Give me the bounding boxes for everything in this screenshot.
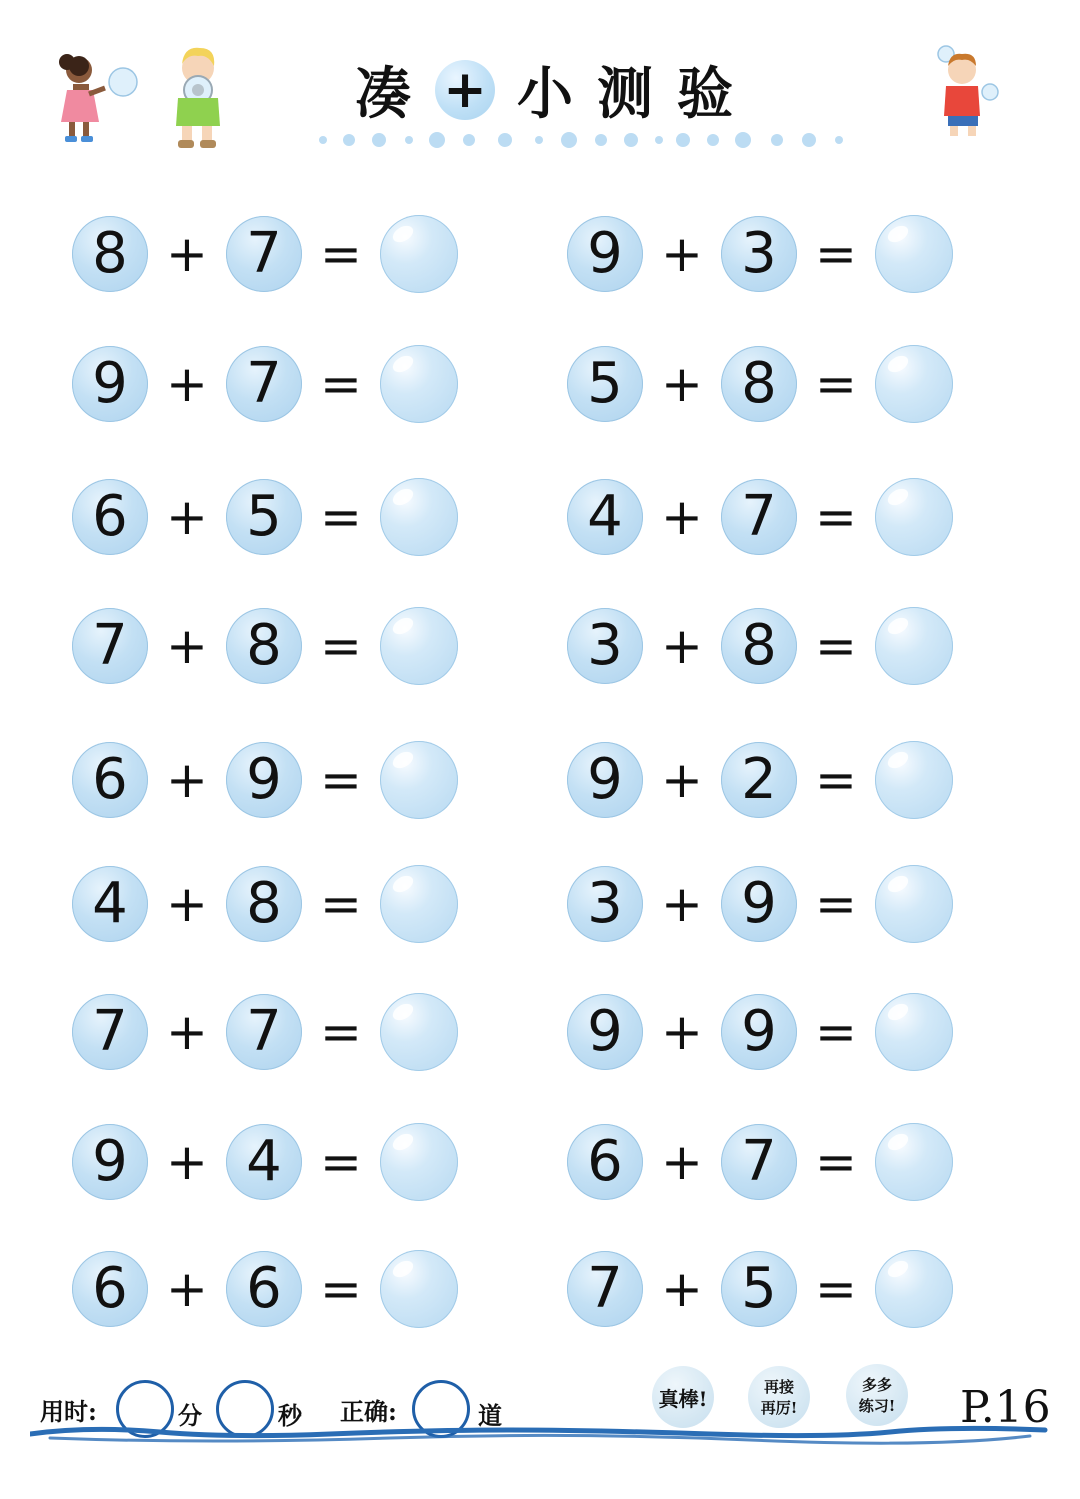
answer-bubble[interactable] <box>380 215 458 293</box>
addend-a-bubble: 9 <box>72 346 148 422</box>
addend-a-bubble: 7 <box>567 1251 643 1327</box>
equals-sign: = <box>815 488 857 546</box>
plus-sign: + <box>661 355 703 413</box>
plus-sign: + <box>166 617 208 675</box>
plus-sign: + <box>661 1133 703 1191</box>
answer-bubble[interactable] <box>875 478 953 556</box>
addend-a-bubble: 5 <box>567 346 643 422</box>
addend-b-bubble: 9 <box>721 866 797 942</box>
plus-sign: + <box>166 751 208 809</box>
equals-sign: = <box>320 355 362 413</box>
equals-sign: = <box>815 225 857 283</box>
seconds-unit: 秒 <box>278 1401 302 1430</box>
equals-sign: = <box>320 1260 362 1318</box>
addend-a-bubble: 6 <box>72 742 148 818</box>
equals-sign: = <box>815 1003 857 1061</box>
answer-bubble[interactable] <box>380 865 458 943</box>
answer-bubble[interactable] <box>380 993 458 1071</box>
addend-b-bubble: 7 <box>721 479 797 555</box>
addend-b-bubble: 9 <box>721 994 797 1070</box>
plus-sign: + <box>661 751 703 809</box>
praise-keep-going-line2: 再厉! <box>760 1399 798 1417</box>
equals-sign: = <box>815 875 857 933</box>
addend-b-bubble: 7 <box>226 216 302 292</box>
plus-sign: + <box>661 488 703 546</box>
equals-sign: = <box>320 751 362 809</box>
plus-sign: + <box>166 1003 208 1061</box>
answer-bubble[interactable] <box>380 741 458 819</box>
problem-row <box>72 344 458 424</box>
addend-b-bubble: 8 <box>721 346 797 422</box>
equals-sign: = <box>815 355 857 413</box>
addend-a-bubble: 4 <box>567 479 643 555</box>
equals-sign: = <box>815 1260 857 1318</box>
addend-a-bubble: 3 <box>567 866 643 942</box>
title-char-4: 验 <box>677 62 735 127</box>
answer-bubble[interactable] <box>875 607 953 685</box>
addend-a-bubble: 7 <box>72 994 148 1070</box>
addend-b-bubble: 7 <box>721 1124 797 1200</box>
problem-row <box>72 477 458 557</box>
title-char-2: 小 <box>517 62 575 127</box>
minutes-unit: 分 <box>178 1401 202 1430</box>
praise-keep-going-line1: 再接 <box>763 1378 794 1396</box>
addend-a-bubble: 9 <box>72 1124 148 1200</box>
equals-sign: = <box>320 875 362 933</box>
title-char-1: 凑 <box>355 62 413 127</box>
addend-a-bubble: 6 <box>567 1124 643 1200</box>
answer-bubble[interactable] <box>875 865 953 943</box>
plus-sign: + <box>166 225 208 283</box>
answer-bubble[interactable] <box>380 1250 458 1328</box>
count-unit: 道 <box>478 1401 502 1430</box>
plus-sign: + <box>661 1003 703 1061</box>
problem-row <box>72 992 458 1072</box>
answer-bubble[interactable] <box>875 741 953 819</box>
answer-bubble[interactable] <box>875 1123 953 1201</box>
addend-b-bubble: 8 <box>226 608 302 684</box>
addend-a-bubble: 6 <box>72 479 148 555</box>
addend-b-bubble: 3 <box>721 216 797 292</box>
title-char-3: 测 <box>597 62 655 127</box>
addend-a-bubble: 3 <box>567 608 643 684</box>
addend-b-bubble: 7 <box>226 346 302 422</box>
answer-bubble[interactable] <box>380 345 458 423</box>
addend-b-bubble: 2 <box>721 742 797 818</box>
time-label: 用时: <box>40 1397 97 1426</box>
problem-row <box>72 740 458 820</box>
equals-sign: = <box>320 225 362 283</box>
addend-a-bubble: 9 <box>567 742 643 818</box>
addend-a-bubble: 7 <box>72 608 148 684</box>
addend-b-bubble: 5 <box>226 479 302 555</box>
plus-sign: + <box>166 875 208 933</box>
plus-sign: + <box>661 1260 703 1318</box>
praise-badge-keep-going[interactable] <box>748 1366 810 1428</box>
answer-bubble[interactable] <box>380 607 458 685</box>
plus-sign: + <box>166 355 208 413</box>
problem-row <box>72 1249 458 1329</box>
plus-sign: + <box>661 225 703 283</box>
addend-a-bubble: 6 <box>72 1251 148 1327</box>
addend-a-bubble: 9 <box>567 216 643 292</box>
plus-sign: + <box>166 1260 208 1318</box>
problem-row <box>567 864 953 944</box>
worksheet-footer <box>0 1360 1080 1499</box>
plus-sign: + <box>661 875 703 933</box>
addend-a-bubble: 4 <box>72 866 148 942</box>
problem-row <box>567 1122 953 1202</box>
praise-practice-line2: 练习! <box>858 1397 896 1415</box>
problem-row <box>567 344 953 424</box>
addend-b-bubble: 8 <box>721 608 797 684</box>
answer-bubble[interactable] <box>380 478 458 556</box>
problem-row <box>567 740 953 820</box>
praise-badge-practice-more[interactable] <box>846 1364 908 1426</box>
addend-b-bubble: 7 <box>226 994 302 1070</box>
equals-sign: = <box>815 1133 857 1191</box>
problem-row <box>567 992 953 1072</box>
correct-label: 正确: <box>340 1397 397 1426</box>
answer-bubble[interactable] <box>875 345 953 423</box>
wave-divider <box>30 1422 1050 1446</box>
answer-bubble[interactable] <box>875 1250 953 1328</box>
addend-b-bubble: 4 <box>226 1124 302 1200</box>
equals-sign: = <box>320 1133 362 1191</box>
praise-practice-line1: 多多 <box>861 1376 892 1394</box>
answer-bubble[interactable] <box>380 1123 458 1201</box>
addend-a-bubble: 9 <box>567 994 643 1070</box>
addend-b-bubble: 9 <box>226 742 302 818</box>
addend-b-bubble: 6 <box>226 1251 302 1327</box>
plus-sign: + <box>661 617 703 675</box>
problem-row <box>72 214 458 294</box>
problem-row <box>72 864 458 944</box>
addend-a-bubble: 8 <box>72 216 148 292</box>
page-number: P.16 <box>960 1382 1051 1433</box>
praise-badge-great[interactable] <box>652 1366 714 1428</box>
plus-sign: + <box>166 1133 208 1191</box>
problem-row <box>567 1249 953 1329</box>
addend-b-bubble: 5 <box>721 1251 797 1327</box>
equals-sign: = <box>320 488 362 546</box>
answer-bubble[interactable] <box>875 215 953 293</box>
equals-sign: = <box>320 617 362 675</box>
equals-sign: = <box>815 617 857 675</box>
equals-sign: = <box>320 1003 362 1061</box>
praise-great-text: 真棒! <box>658 1386 708 1411</box>
title-plus-badge: + <box>435 60 495 120</box>
problem-row <box>72 1122 458 1202</box>
problem-row <box>567 606 953 686</box>
addend-b-bubble: 8 <box>226 866 302 942</box>
answer-bubble[interactable] <box>875 993 953 1071</box>
problem-row <box>567 214 953 294</box>
equals-sign: = <box>815 751 857 809</box>
problem-row <box>72 606 458 686</box>
plus-sign: + <box>166 488 208 546</box>
problem-row <box>567 477 953 557</box>
